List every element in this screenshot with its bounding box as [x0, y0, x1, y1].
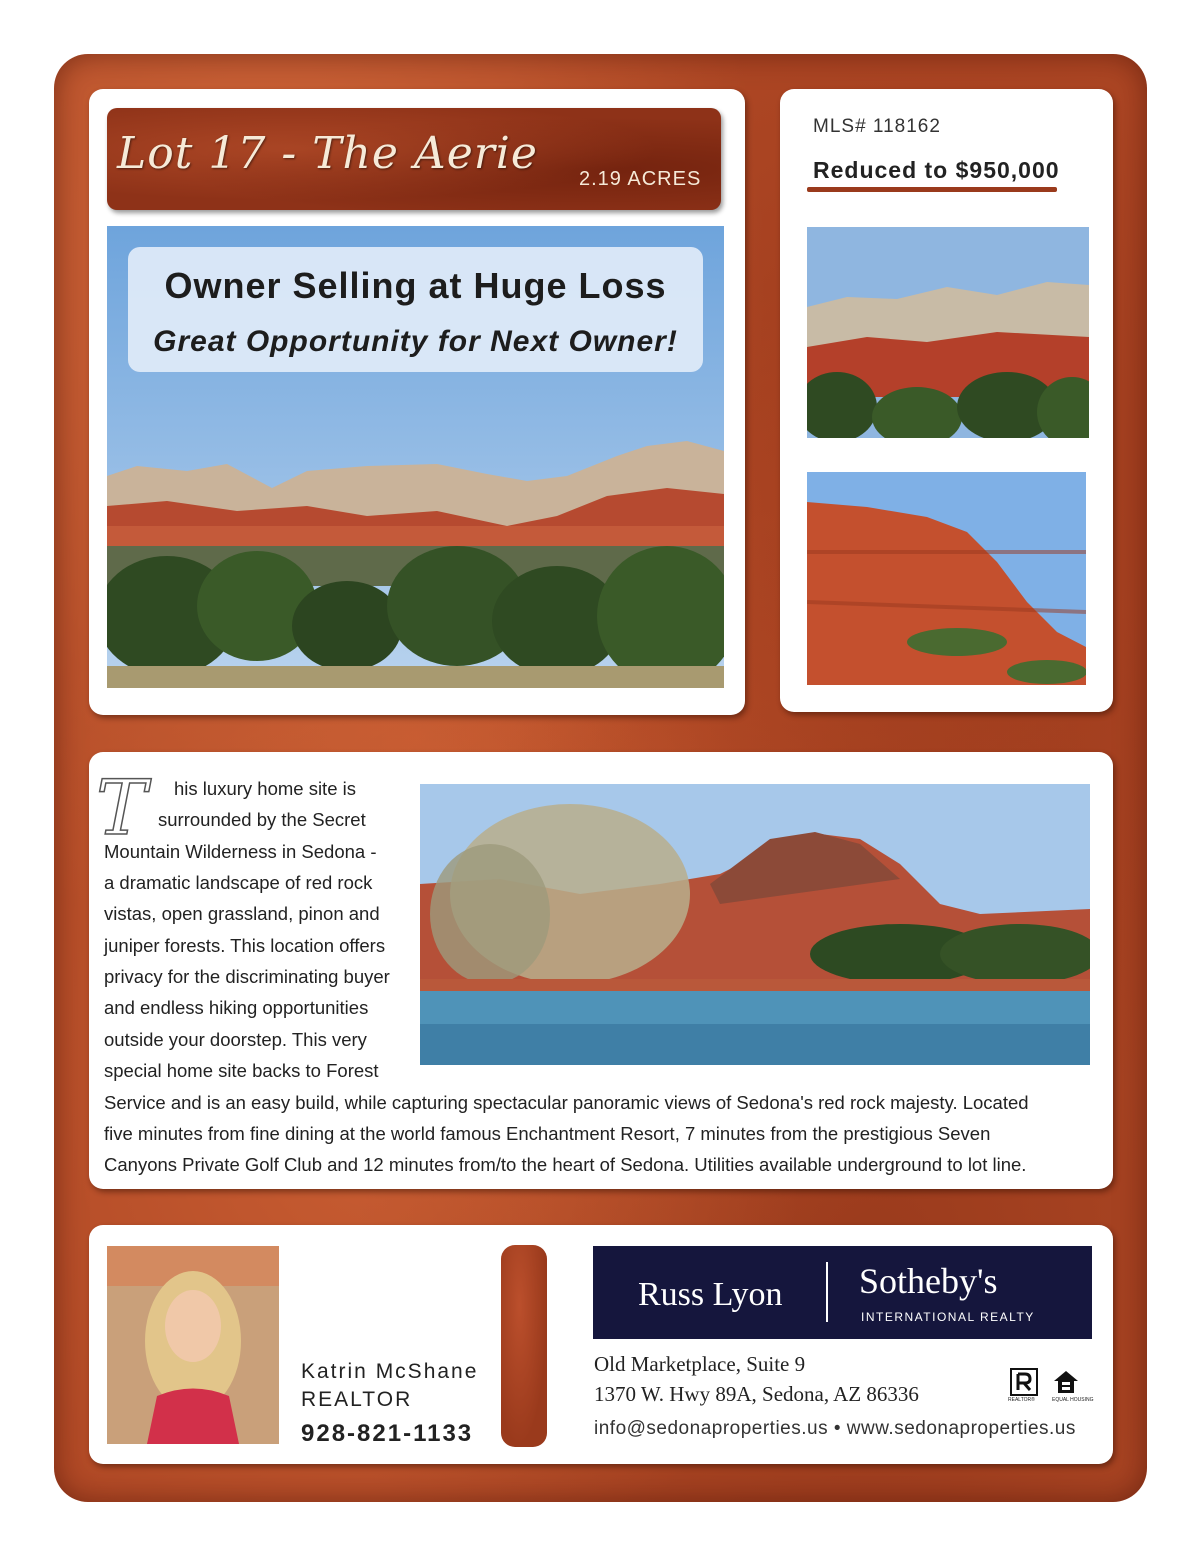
agent-title: REALTOR — [301, 1388, 413, 1411]
price-label: Reduced to $950,000 — [813, 157, 1060, 183]
agent-name: Katrin McShane — [301, 1360, 479, 1383]
description-line: juniper forests. This location offers — [104, 935, 386, 956]
description-line: a dramatic landscape of red rock — [104, 872, 373, 893]
description-line: five minutes from fine dining at the world famous Enchantment Resort, 7 minutes from the prestigious Seven — [104, 1123, 991, 1144]
realtor-caption: REALTOR® — [1008, 1397, 1035, 1403]
drop-cap: T — [96, 763, 147, 852]
lake-photo — [420, 784, 1090, 1065]
description-line: his luxury home site is — [174, 778, 356, 799]
canyon-photo — [807, 227, 1089, 438]
address-line-1: Old Marketplace, Suite 9 — [594, 1352, 806, 1376]
hero-subheadline: Great Opportunity for Next Owner! — [153, 325, 678, 358]
page-title: Lot 17 - The Aerie — [117, 128, 538, 179]
brokerage-logo — [593, 1246, 1092, 1339]
description-line: outside your doorstep. This very — [104, 1029, 367, 1050]
logo-separator — [826, 1262, 828, 1322]
description-line: Mountain Wilderness in Sedona - — [104, 841, 377, 862]
realtor-logo-icon — [1010, 1368, 1038, 1396]
agent-photo — [107, 1246, 279, 1444]
equal-housing-caption: EQUAL HOUSING — [1052, 1397, 1094, 1403]
description-line: Service and is an easy build, while capturing spectacular panoramic views of Sedona's red rock majesty. Located — [104, 1092, 1029, 1113]
description-line: special home site backs to Forest — [104, 1060, 379, 1081]
address-line-2: 1370 W. Hwy 89A, Sedona, AZ 86336 — [594, 1382, 919, 1406]
mls-number: MLS# 118162 — [813, 116, 941, 137]
brokerage-subtitle: INTERNATIONAL REALTY — [861, 1310, 1035, 1324]
description-line: and endless hiking opportunities — [104, 997, 369, 1018]
description-line: privacy for the discriminating buyer — [104, 966, 390, 987]
title-banner — [107, 108, 721, 210]
description-line: vistas, open grassland, pinon and — [104, 903, 380, 924]
hero-headline: Owner Selling at Huge Loss — [164, 265, 667, 306]
description-line: surrounded by the Secret — [158, 809, 366, 830]
brokerage-name-left: Russ Lyon — [638, 1276, 783, 1313]
contact-line[interactable]: info@sedonaproperties.us • www.sedonaproperties.us — [594, 1418, 1076, 1439]
footer-divider — [501, 1245, 547, 1447]
brokerage-name-right: Sotheby's — [859, 1261, 998, 1301]
description-line: Canyons Private Golf Club and 12 minutes from/to the heart of Sedona. Utilities available underground to lot line. — [104, 1154, 1027, 1175]
headline-box — [128, 247, 703, 372]
red-rock-photo — [807, 472, 1086, 685]
acreage-label: 2.19 ACRES — [579, 168, 702, 190]
equal-housing-icon — [1052, 1368, 1080, 1396]
price-underline — [807, 187, 1057, 192]
agent-phone[interactable]: 928-821-1133 — [301, 1420, 474, 1447]
